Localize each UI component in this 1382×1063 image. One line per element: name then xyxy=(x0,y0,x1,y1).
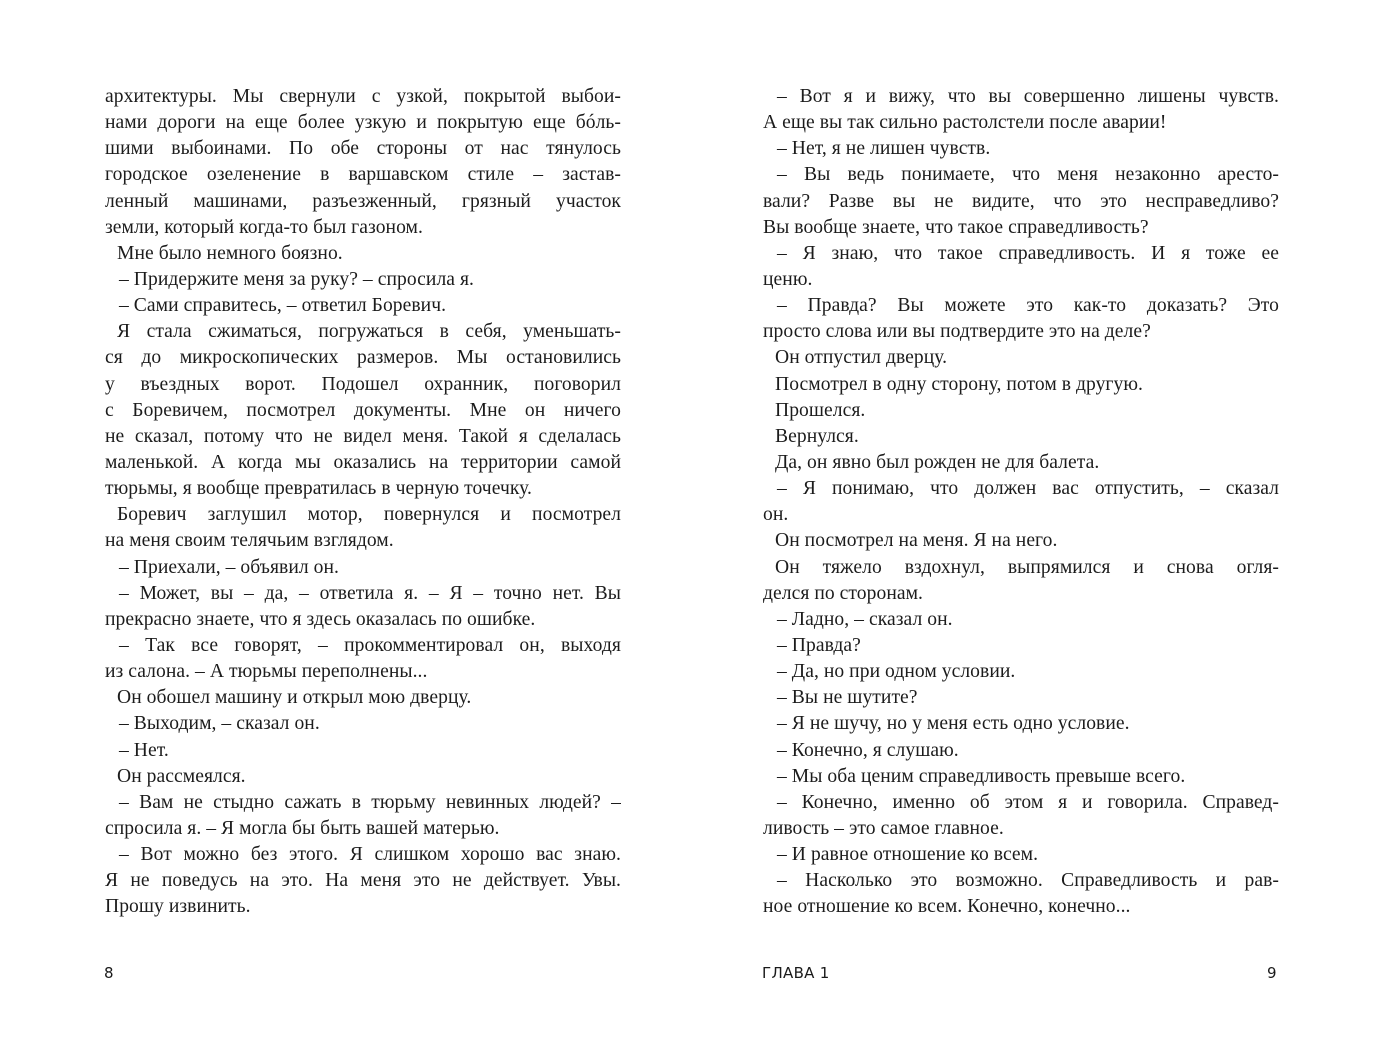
text-line: Вы вообще знаете, что такое справедливость? xyxy=(763,216,1149,238)
text-line: – Я не шучу, но у меня есть одно условие. xyxy=(777,713,1130,735)
text-line: Он отпустил дверцу. xyxy=(775,347,948,369)
text-line: – Нет, я не лишен чувств. xyxy=(777,138,991,160)
left-page-text xyxy=(105,84,621,921)
text-line: – Выходим, – сказал он. xyxy=(119,713,320,735)
text-line: с Боревичем, посмотрел документы. Мне он ничего xyxy=(105,399,621,421)
text-line: – Я понимаю, что должен вас отпустить, – сказал xyxy=(777,478,1279,500)
text-line: – Придержите меня за руку? – спросила я. xyxy=(119,268,474,290)
text-line: – Вам не стыдно сажать в тюрьму невинных людей? – xyxy=(119,791,621,813)
text-line: – Приехали, – объявил он. xyxy=(119,556,339,578)
text-line: Вернулся. xyxy=(775,425,859,447)
text-line: – Может, вы – да, – ответила я. – Я – точно нет. Вы xyxy=(119,582,621,604)
text-line: – Вот я и вижу, что вы совершенно лишены чувств. xyxy=(777,86,1279,107)
text-line: земли, который когда-то был газоном. xyxy=(105,216,423,238)
text-line: городское озеленение в варшавском стиле – застав- xyxy=(105,164,621,186)
text-line: не сказал, потому что не видел меня. Такой я сделалась xyxy=(105,425,621,447)
text-line: – Насколько это возможно. Справедливость и рав- xyxy=(777,870,1279,892)
text-line: Я стала сжиматься, погружаться в себя, уменьшать- xyxy=(117,321,621,343)
right-page-text xyxy=(763,84,1279,921)
text-line: Он тяжело вздохнул, выпрямился и снова огля- xyxy=(775,556,1279,578)
text-line: ценю. xyxy=(763,268,813,290)
text-line: Он посмотрел на меня. Я на него. xyxy=(775,530,1058,552)
text-line: – Мы оба ценим справедливость превыше всего. xyxy=(777,765,1186,787)
right-page xyxy=(691,0,1382,1063)
text-line: он. xyxy=(763,504,789,526)
text-line: – Правда? Вы можете это как-то доказать? Это xyxy=(777,295,1279,317)
text-line: спросила я. – Я могла бы быть вашей матерью. xyxy=(105,817,500,839)
text-line: шими выбоинами. По обе стороны от нас тянулось xyxy=(105,138,621,160)
text-line: ся до микроскопических размеров. Мы остановились xyxy=(105,347,621,369)
text-line: – И равное отношение ко всем. xyxy=(777,844,1039,866)
text-line: Мне было немного боязно. xyxy=(117,242,343,264)
text-line: – Конечно, именно об этом я и говорила. Справед- xyxy=(777,791,1279,813)
text-line: делся по сторонам. xyxy=(763,582,924,604)
text-line: на меня своим телячьим взглядом. xyxy=(105,530,394,552)
text-line: Он обошел машину и открыл мою дверцу. xyxy=(117,687,472,709)
left-page-number: 8 xyxy=(104,964,114,982)
text-line: Боревич заглушил мотор, повернулся и посмотрел xyxy=(117,504,621,526)
text-line: – Да, но при одном условии. xyxy=(777,661,1016,683)
text-line: Прошу извинить. xyxy=(105,896,251,918)
text-line: Я не поведусь на это. На меня это не действует. Увы. xyxy=(105,870,621,892)
text-line: тюрьмы, я вообще превратилась в черную точечку. xyxy=(105,478,532,500)
text-line: – Ладно, – сказал он. xyxy=(777,608,953,630)
text-line: архитектуры. Мы свернули с узкой, покрытой выбои- xyxy=(105,86,621,107)
text-line: у въездных ворот. Подошел охранник, поговорил xyxy=(105,373,621,395)
text-line: – Сами справитесь, – ответил Боревич. xyxy=(119,295,447,317)
text-line: – Правда? xyxy=(777,634,861,656)
text-line: просто слова или вы подтвердите это на деле? xyxy=(763,321,1151,343)
text-line: из салона. – А тюрьмы переполнены... xyxy=(105,661,428,683)
text-line: маленькой. А когда мы оказались на территории самой xyxy=(105,451,621,473)
text-line: – Нет. xyxy=(119,739,169,761)
text-line: прекрасно знаете, что я здесь оказалась по ошибке. xyxy=(105,608,536,630)
text-line: Прошелся. xyxy=(775,399,866,421)
text-line: – Вы ведь понимаете, что меня незаконно аресто- xyxy=(777,164,1279,186)
text-line: нами дороги на еще более узкую и покрытую еще бóль- xyxy=(105,112,621,134)
text-line: – Вы не шутите? xyxy=(777,687,918,709)
text-line: ливость – это самое главное. xyxy=(763,817,1004,839)
right-page-number: 9 xyxy=(1267,964,1277,982)
text-line: вали? Разве вы не видите, что это несправедливо? xyxy=(763,190,1279,212)
text-line: – Так все говорят, – прокомментировал он, выходя xyxy=(119,634,621,656)
text-line: – Конечно, я слушаю. xyxy=(777,739,959,761)
text-line: Да, он явно был рожден не для балета. xyxy=(775,451,1100,473)
text-line: – Вот можно без этого. Я слишком хорошо вас знаю. xyxy=(119,844,621,866)
running-head-chapter: ГЛАВА 1 xyxy=(762,964,830,982)
text-line: ное отношение ко всем. Конечно, конечно... xyxy=(763,896,1131,918)
text-line: – Я знаю, что такое справедливость. И я тоже ее xyxy=(777,242,1279,264)
text-line: Посмотрел в одну сторону, потом в другую. xyxy=(775,373,1144,395)
text-line: ленный машинами, разъезженный, грязный участок xyxy=(105,190,621,212)
text-line: Он рассмеялся. xyxy=(117,765,246,787)
text-line: А еще вы так сильно растолстели после аварии! xyxy=(763,112,1167,134)
